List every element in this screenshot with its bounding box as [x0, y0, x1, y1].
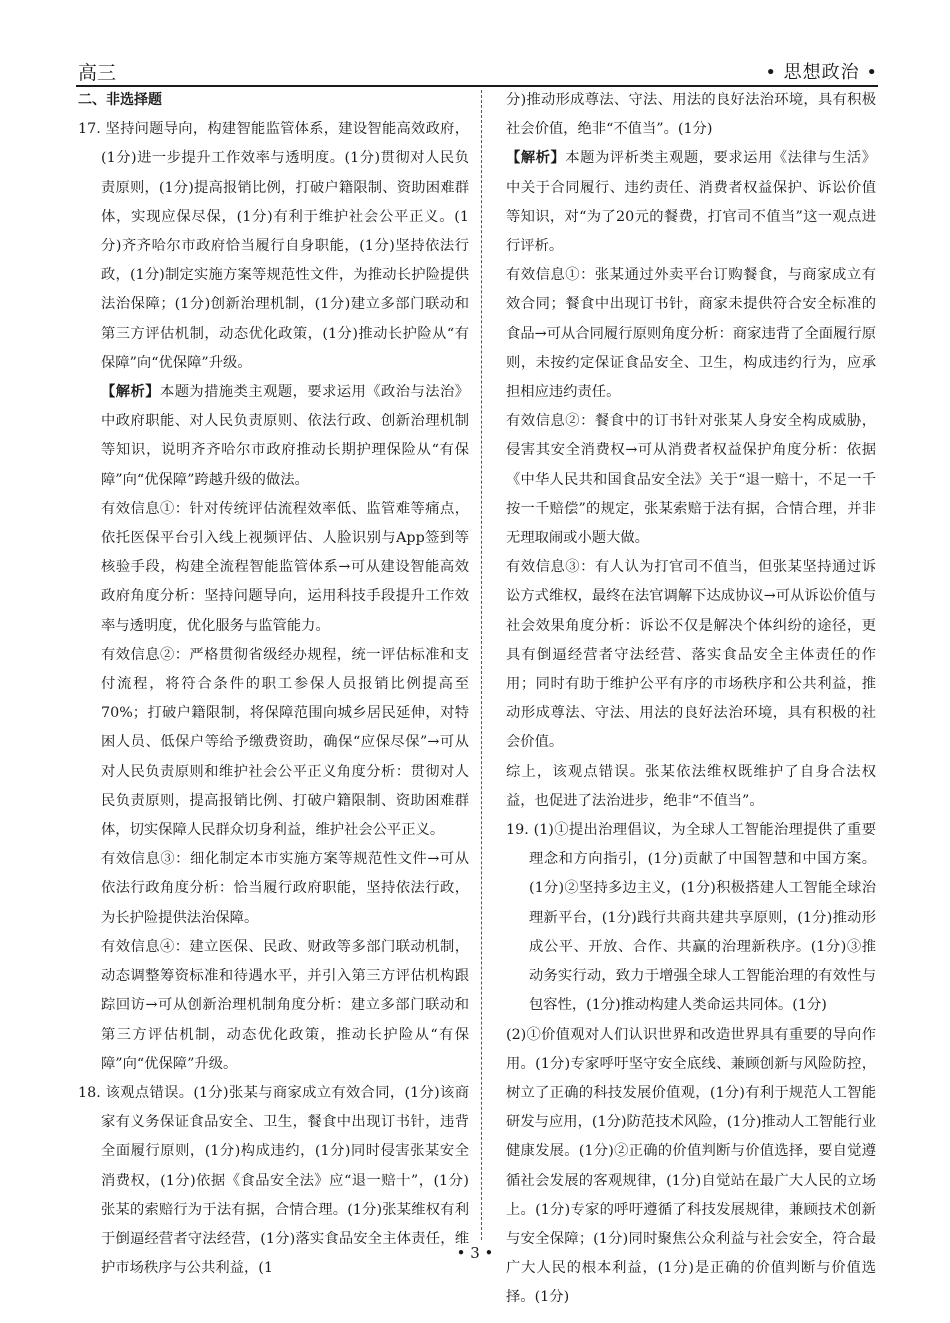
q17-answer: 17. 坚持问题导向，构建智能监管体系，建设智能高效政府，(1分)进一步提升工作效率与透明度。(1分)贯彻对人民负责原则，(1分)提高报销比例，打破户籍限制、资助困难群体，实现应保尽保，(1分)有利于维护社会公平正义。(1分)齐齐哈尔市政府恰当履行自身职能，(1分)坚持依法行政，(1分)制定实施方案等规范性文件，为推动长护险提供法治保障；(1分)创新治理机制，(1分)建立多部门联动和第三方评估机制，动态优化政策，(1分)推动长护险从“有保障”向“优保障”升级。 [78, 121, 469, 371]
q17-info-4: 有效信息④：建立医保、民政、财政等多部门联动机制，动态调整筹资标准和待遇水平，并引入第三方评估机构跟踪回访→可从创新治理机制角度分析：建立多部门联动和第三方评估机制，动态优化政策，推动长护险从“有保障”向“优保障”升级。 [101, 938, 469, 1072]
section-title: 二、非选择题 [78, 92, 162, 108]
right-column [506, 86, 876, 1313]
q18-analysis-text: 本题为评析类主观题，要求运用《法律与生活》中关于合同履行、违约责任、消费者权益保护、诉讼价值等知识，对“为了20元的餐费，打官司不值当”这一观点进行评析。 [506, 150, 877, 255]
analysis-tag: 【解析】 [101, 384, 160, 401]
column-divider [481, 90, 482, 1240]
q17-analysis [78, 378, 469, 495]
q18-info-2: 有效信息②：餐食中的订书针对张某人身安全构成威胁，侵害其安全消费权→可从消费者权益保护角度分析：依据《中华人民共和国食品安全法》关于“退一赔十，不足一千按一千赔偿”的规定，张某索赔于法有据，合情合理，并非无理取闹或小题大做。 [506, 413, 876, 547]
left-column [78, 86, 469, 1283]
page-number: • 3 • [456, 1244, 494, 1262]
q18-info-3: 有效信息③：有人认为打官司不值当，但张某坚持通过诉讼方式维权，最终在法官调解下达成协议→可从诉讼价值与社会效果角度分析：诉讼不仅是解决个体纠纷的途径，更具有倒逼经营者守法经营、落实食品安全主体责任的作用；同时有助于维护公平有序的市场秩序和公共利益，推动形成尊法、守法、用法的良好法治环境，具有积极的社会价值。 [506, 559, 876, 751]
q18-info-1: 有效信息①：张某通过外卖平台订购餐食，与商家成立有效合同；餐食中出现订书针，商家未提供符合安全标准的食品→可从合同履行原则角度分析：商家违背了全面履行原则，未按约定保证食品安全、卫生，构成违约行为，应承担相应违约责任。 [506, 267, 876, 401]
analysis-tag: 【解析】 [506, 150, 566, 167]
q18-answer-continued: 分)推动形成尊法、守法、用法的良好法治环境，具有积极社会价值，绝非“不值当”。(1分) [506, 92, 876, 138]
q18-conclusion: 综上，该观点错误。张某依法维权既维护了自身合法权益，也促进了法治进步，绝非“不值当”。 [506, 763, 876, 809]
q17-analysis-text: 本题为措施类主观题，要求运用《政治与法治》中政府职能、对人民负责原则、依法行政、创新治理机制等知识，说明齐齐哈尔市政府推动长期护理保险从“有保障”向“优保障”跨越升级的做法。 [101, 384, 470, 488]
subject-label: • 思想政治 • [765, 62, 878, 83]
q19-part-1: 19. (1)①提出治理倡议，为全球人工智能治理提供了重要理念和方向指引，(1分)贡献了中国智慧和中国方案。(1分)②坚持多边主义，(1分)积极搭建人工智能全球治理新平台，(1分)践行共商共建共享原则，(1分)推动形成公平、开放、合作、共赢的治理新秩序。(1分)③推动务实行动，致力于增强全球人工智能治理的有效性与包容性，(1分)推动构建人类命运共同体。(1分) [506, 822, 876, 1014]
q18-answer: 18. 该观点错误。(1分)张某与商家成立有效合同，(1分)该商家有义务保证食品安全、卫生，餐食中出现订书针，违背全面履行原则，(1分)构成违约，(1分)同时侵害张某安全消费权，(1分)依据《食品安全法》应“退一赔十”，(1分)张某的索赔行为于法有据，合情合理。(1分)张某维权有利于倒逼经营者守法经营，(1分)落实食品安全主体责任，维护市场秩序与公共利益，(1 [78, 1084, 469, 1277]
page-header [76, 52, 878, 84]
q17-info-2: 有效信息②：严格贯彻省级经办规程，统一评估标准和支付流程，将符合条件的职工参保人员报销比例提高至70%；打破户籍限制，将保障范围向城乡居民延伸，对特困人员、低保户等给予缴费资助，确保“应保尽保”→可从对人民负责原则和维护社会公平正义角度分析：贯彻对人民负责原则，提高报销比例、打破户籍限制、资助困难群体，切实保障人民群众切身利益，维护社会公平正义。 [101, 646, 469, 839]
grade-label: 高三 [78, 62, 117, 84]
q18-analysis [506, 144, 876, 261]
q19-part-2: (2)①价值观对人们认识世界和改造世界具有重要的导向作用。(1分)专家呼吁坚守安全底线、兼顾创新与风险防控，树立了正确的科技发展价值观，(1分)有利于规范人工智能研发与应用，(1分)防范技术风险，(1分)推动人工智能行业健康发展。(1分)②正确的价值判断与价值选择，要自觉遵循社会发展的客观规律，(1分)自觉站在最广大人民的立场上。(1分)专家的呼吁遵循了科技发展规律，兼顾技术创新与安全保障；(1分)同时聚焦公众利益与社会安全，符合最广大人民的根本利益，(1分)是正确的价值判断与价值选择。(1分) [506, 1026, 876, 1306]
q17-info-3: 有效信息③：细化制定本市实施方案等规范性文件→可从依法行政角度分析：恰当履行政府职能，坚持依法行政，为长护险提供法治保障。 [101, 851, 469, 926]
q17-info-1: 有效信息①：针对传统评估流程效率低、监管难等痛点，依托医保平台引入线上视频评估、人脸识别与App签到等核验手段，构建全流程智能监管体系→可从建设智能高效政府角度分析：坚持问题导向，运用科技手段提升工作效率与透明度，优化服务与监管能力。 [101, 500, 469, 634]
